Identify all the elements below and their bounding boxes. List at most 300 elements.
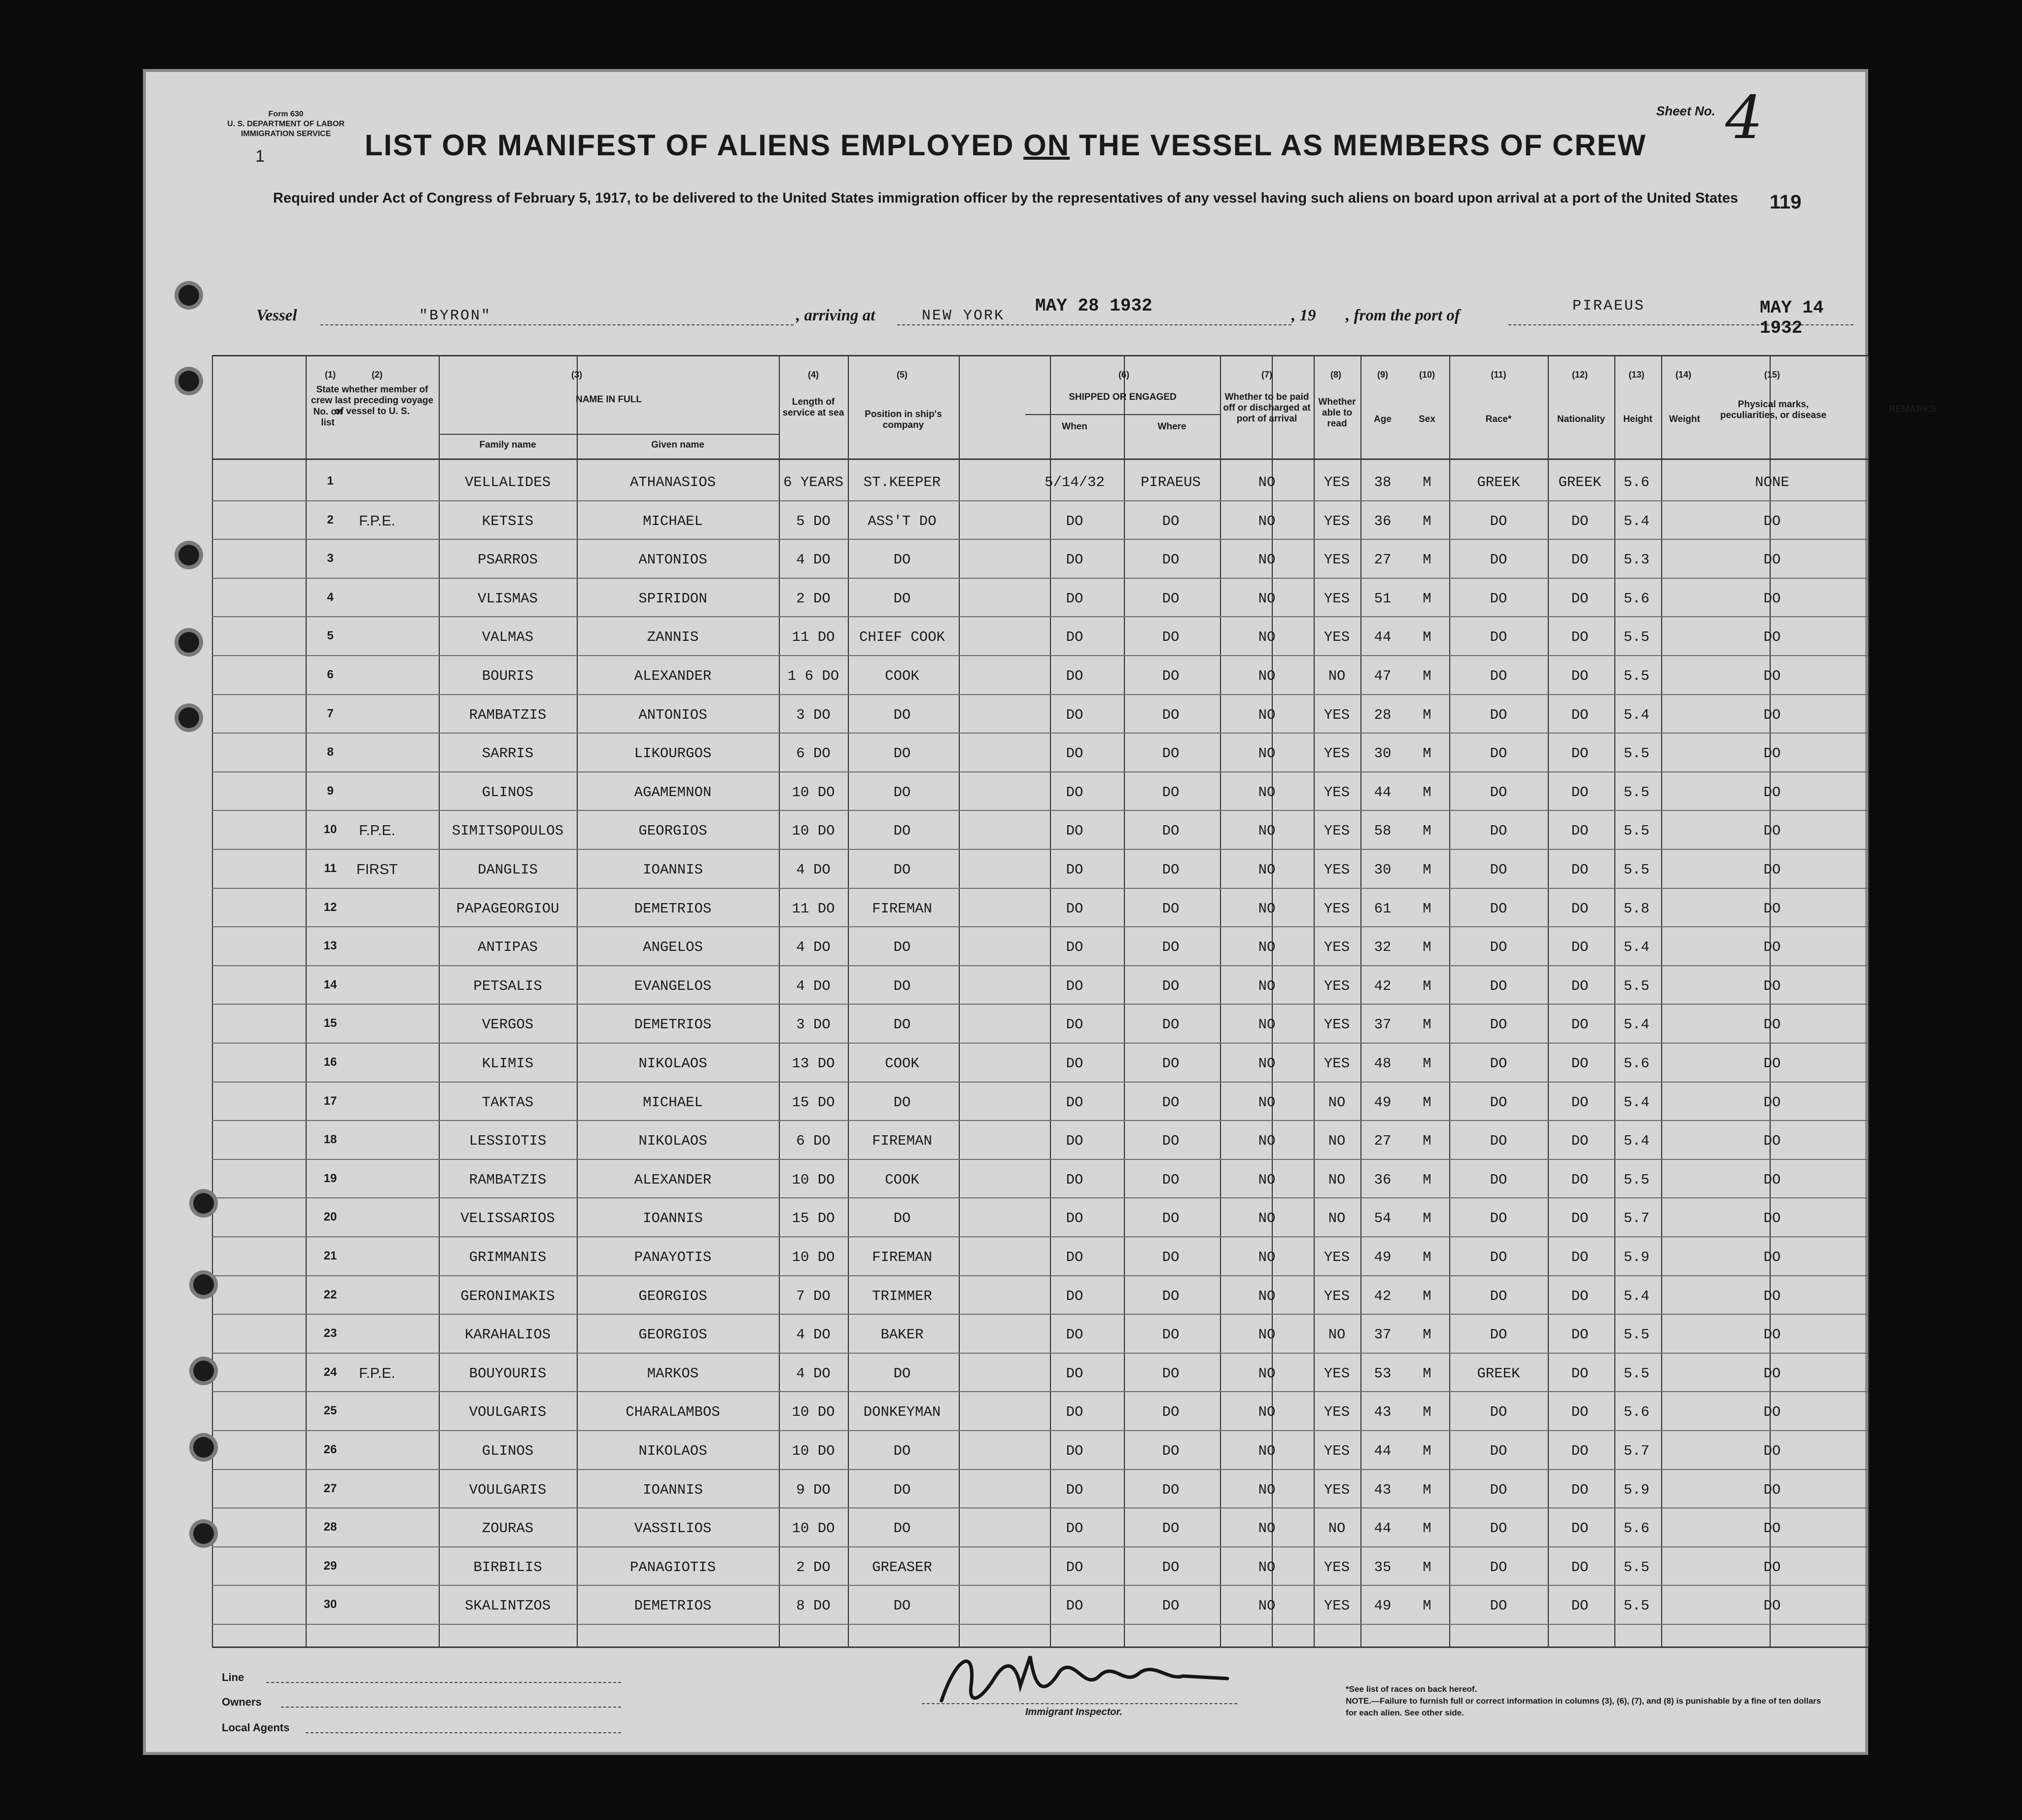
cell-paid: NO bbox=[1258, 706, 1276, 723]
cell-height: 5.8 bbox=[1623, 900, 1650, 917]
cell-sex: M bbox=[1423, 590, 1431, 607]
arriving-rule bbox=[897, 324, 1291, 325]
cell-given: ALEXANDER bbox=[634, 1171, 712, 1188]
cell-marks: DO bbox=[1763, 1443, 1781, 1459]
cell-prev: F.P.E. bbox=[359, 513, 395, 529]
cell-no: 14 bbox=[323, 978, 337, 991]
cell-height: 5.6 bbox=[1623, 474, 1650, 490]
cell-family: PAPAGEORGIOU bbox=[456, 900, 559, 917]
owners-rule bbox=[281, 1707, 621, 1708]
cell-race: DO bbox=[1490, 1210, 1507, 1227]
cell-nat: DO bbox=[1571, 1288, 1589, 1304]
subcolumn-rule bbox=[577, 434, 578, 458]
cell-race: GREEK bbox=[1477, 474, 1520, 490]
cell-height: 5.9 bbox=[1623, 1249, 1650, 1265]
cell-height: 5.5 bbox=[1623, 823, 1650, 840]
cell-service: 10 DO bbox=[792, 823, 835, 840]
cell-marks: DO bbox=[1763, 1016, 1781, 1033]
cell-marks: DO bbox=[1763, 629, 1781, 646]
column-number: (14) bbox=[1675, 370, 1691, 380]
table-row bbox=[143, 1084, 1868, 1122]
cell-race: DO bbox=[1490, 552, 1507, 568]
cell-position: ASS'T DO bbox=[868, 513, 937, 529]
table-row bbox=[143, 1277, 1868, 1316]
table-row bbox=[143, 1393, 1868, 1432]
cell-marks: DO bbox=[1763, 745, 1781, 762]
cell-when: DO bbox=[1066, 1404, 1083, 1421]
cell-service: 10 DO bbox=[792, 1443, 835, 1459]
cell-age: 43 bbox=[1374, 1404, 1392, 1421]
cell-read: YES bbox=[1324, 745, 1350, 762]
cell-nat: DO bbox=[1571, 900, 1589, 917]
cell-when: DO bbox=[1066, 1559, 1083, 1575]
cell-family: SARRIS bbox=[482, 745, 534, 762]
table-row bbox=[143, 541, 1868, 580]
cell-family: RAMBATZIS bbox=[469, 706, 547, 723]
table-row bbox=[143, 773, 1868, 812]
cell-read: YES bbox=[1324, 1016, 1350, 1033]
cell-age: 27 bbox=[1374, 552, 1392, 568]
column-rule bbox=[1868, 355, 1869, 1646]
cell-where: DO bbox=[1162, 1171, 1180, 1188]
cell-marks: DO bbox=[1763, 939, 1781, 956]
cell-marks: DO bbox=[1763, 1598, 1781, 1614]
cell-age: 58 bbox=[1374, 823, 1392, 840]
cell-read: YES bbox=[1324, 1481, 1350, 1498]
table-row bbox=[143, 1432, 1868, 1471]
cell-nat: DO bbox=[1571, 862, 1589, 878]
cell-no: 6 bbox=[327, 668, 334, 681]
cell-age: 47 bbox=[1374, 668, 1392, 684]
cell-position: DO bbox=[893, 1016, 911, 1033]
cell-position: DONKEYMAN bbox=[863, 1404, 941, 1421]
form-number: Form 630 bbox=[268, 110, 304, 118]
cell-service: 8 DO bbox=[796, 1598, 831, 1614]
col-read-header: Whether able to read bbox=[1318, 397, 1356, 429]
cell-given: ANTONIOS bbox=[638, 706, 707, 723]
cell-race: DO bbox=[1490, 668, 1507, 684]
cell-height: 5.5 bbox=[1623, 668, 1650, 684]
cell-where: DO bbox=[1162, 1016, 1180, 1033]
cell-position: TRIMMER bbox=[872, 1288, 932, 1304]
cell-service: 2 DO bbox=[796, 590, 831, 607]
cell-sex: M bbox=[1423, 1133, 1431, 1150]
cell-position: DO bbox=[893, 978, 911, 994]
subcolumn-rule bbox=[1124, 414, 1125, 458]
year-label bbox=[1291, 306, 1316, 325]
cell-age: 28 bbox=[1374, 706, 1392, 723]
cell-sex: M bbox=[1423, 1055, 1431, 1072]
cell-paid: NO bbox=[1258, 1288, 1276, 1304]
cell-service: 2 DO bbox=[796, 1559, 831, 1575]
cell-when: DO bbox=[1066, 823, 1083, 840]
cell-marks: DO bbox=[1763, 706, 1781, 723]
table-row bbox=[143, 696, 1868, 735]
cell-where: DO bbox=[1162, 862, 1180, 878]
cell-when: DO bbox=[1066, 1288, 1083, 1304]
cell-paid: NO bbox=[1258, 1210, 1276, 1227]
cell-service: 4 DO bbox=[796, 1365, 831, 1382]
cell-paid: NO bbox=[1258, 668, 1276, 684]
cell-marks: DO bbox=[1763, 1481, 1781, 1498]
cell-paid: NO bbox=[1258, 1404, 1276, 1421]
cell-age: 44 bbox=[1374, 784, 1392, 801]
binder-hole bbox=[193, 1193, 214, 1214]
cell-race: DO bbox=[1490, 513, 1507, 529]
cell-read: YES bbox=[1324, 1055, 1350, 1072]
cell-paid: NO bbox=[1258, 862, 1276, 878]
cell-no: 16 bbox=[323, 1055, 337, 1069]
cell-position: FIREMAN bbox=[872, 1133, 932, 1150]
cell-sex: M bbox=[1423, 1016, 1431, 1033]
cell-age: 53 bbox=[1374, 1365, 1392, 1382]
cell-height: 5.4 bbox=[1623, 1016, 1650, 1033]
cell-no: 23 bbox=[323, 1327, 337, 1340]
cell-where: DO bbox=[1162, 1365, 1180, 1382]
cell-sex: M bbox=[1423, 513, 1431, 529]
cell-position: COOK bbox=[885, 668, 919, 684]
cell-prev: F.P.E. bbox=[359, 823, 395, 839]
table-row bbox=[143, 1199, 1868, 1238]
cell-family: SKALINTZOS bbox=[464, 1598, 551, 1614]
cell-service: 6 DO bbox=[796, 1133, 831, 1150]
cell-nat: DO bbox=[1571, 1365, 1589, 1382]
cell-marks: DO bbox=[1763, 1133, 1781, 1150]
subheader-rule bbox=[439, 434, 779, 435]
cell-height: 5.5 bbox=[1623, 1365, 1650, 1382]
cell-age: 42 bbox=[1374, 1288, 1392, 1304]
col-no-header: No. on list bbox=[313, 407, 343, 428]
cell-where: DO bbox=[1162, 1055, 1180, 1072]
arriving-label-text: , arriving at bbox=[796, 307, 875, 324]
sheet-label: Sheet No. bbox=[1656, 104, 1715, 118]
cell-read: YES bbox=[1324, 1404, 1350, 1421]
department: U. S. DEPARTMENT OF LABOR bbox=[227, 120, 345, 128]
cell-paid: NO bbox=[1258, 823, 1276, 840]
col-height-header: Height bbox=[1623, 414, 1653, 424]
cell-position: DO bbox=[893, 862, 911, 878]
cell-race: DO bbox=[1490, 745, 1507, 762]
cell-paid: NO bbox=[1258, 590, 1276, 607]
cell-where: DO bbox=[1162, 745, 1180, 762]
cell-family: VELLALIDES bbox=[464, 474, 551, 490]
cell-position: DO bbox=[893, 1520, 911, 1537]
cell-no: 5 bbox=[327, 629, 334, 643]
cell-paid: NO bbox=[1258, 629, 1276, 646]
cell-age: 30 bbox=[1374, 862, 1392, 878]
cell-position: DO bbox=[893, 552, 911, 568]
binder-hole bbox=[178, 545, 199, 565]
cell-given: ANGELOS bbox=[643, 939, 703, 956]
cell-paid: NO bbox=[1258, 1133, 1276, 1150]
cell-read: NO bbox=[1328, 1171, 1346, 1188]
cell-service: 4 DO bbox=[796, 552, 831, 568]
cell-read: YES bbox=[1324, 474, 1350, 490]
cell-family: GLINOS bbox=[482, 784, 534, 801]
cell-service: 10 DO bbox=[792, 1404, 835, 1421]
cell-prev: FIRST bbox=[356, 862, 398, 877]
cell-marks: DO bbox=[1763, 1094, 1781, 1111]
cell-when: DO bbox=[1066, 939, 1083, 956]
cell-family: RAMBATZIS bbox=[469, 1171, 547, 1188]
cell-race: DO bbox=[1490, 1249, 1507, 1265]
table-row bbox=[143, 657, 1868, 696]
vessel-label bbox=[256, 306, 297, 325]
cell-sex: M bbox=[1423, 1559, 1431, 1575]
subheader-rule bbox=[1025, 414, 1220, 415]
column-number: (7) bbox=[1261, 370, 1272, 380]
col-position-header: Position in ship's company bbox=[865, 409, 942, 430]
cell-position: DO bbox=[893, 1481, 911, 1498]
cell-service: 10 DO bbox=[792, 784, 835, 801]
cell-nat: DO bbox=[1571, 784, 1589, 801]
cell-family: BOURIS bbox=[482, 668, 534, 684]
cell-race: DO bbox=[1490, 1520, 1507, 1537]
cell-service: 4 DO bbox=[796, 978, 831, 994]
column-number: (2) bbox=[372, 370, 383, 380]
cell-when: DO bbox=[1066, 1249, 1083, 1265]
cell-sex: M bbox=[1423, 1288, 1431, 1304]
cell-service: 3 DO bbox=[796, 706, 831, 723]
cell-when: DO bbox=[1066, 862, 1083, 878]
cell-race: DO bbox=[1490, 1055, 1507, 1072]
cell-read: NO bbox=[1328, 668, 1346, 684]
table-row bbox=[143, 1471, 1868, 1510]
vessel-name: "BYRON" bbox=[419, 308, 492, 324]
cell-marks: DO bbox=[1763, 823, 1781, 840]
cell-nat: DO bbox=[1571, 1559, 1589, 1575]
col-sex-header: Sex bbox=[1419, 414, 1435, 424]
cell-age: 49 bbox=[1374, 1598, 1392, 1614]
cell-given: ANTONIOS bbox=[638, 552, 707, 568]
table-row bbox=[143, 851, 1868, 890]
cell-race: DO bbox=[1490, 1016, 1507, 1033]
cell-marks: NONE bbox=[1755, 474, 1789, 490]
cell-marks: DO bbox=[1763, 513, 1781, 529]
cell-marks: DO bbox=[1763, 978, 1781, 994]
cell-nat: DO bbox=[1571, 939, 1589, 956]
cell-sex: M bbox=[1423, 1520, 1431, 1537]
page-title bbox=[143, 128, 1868, 162]
cell-when: DO bbox=[1066, 513, 1083, 529]
cell-read: YES bbox=[1324, 629, 1350, 646]
cell-service: 10 DO bbox=[792, 1171, 835, 1188]
cell-height: 5.6 bbox=[1623, 1520, 1650, 1537]
cell-position: DO bbox=[893, 784, 911, 801]
cell-where: DO bbox=[1162, 1481, 1180, 1498]
cell-paid: NO bbox=[1258, 1598, 1276, 1614]
cell-height: 5.9 bbox=[1623, 1481, 1650, 1498]
cell-given: IOANNIS bbox=[643, 1481, 703, 1498]
cell-marks: DO bbox=[1763, 1404, 1781, 1421]
cell-service: 4 DO bbox=[796, 1327, 831, 1343]
cell-sex: M bbox=[1423, 474, 1431, 490]
cell-where: DO bbox=[1162, 939, 1180, 956]
cell-paid: NO bbox=[1258, 1443, 1276, 1459]
cell-position: DO bbox=[893, 590, 911, 607]
binder-hole bbox=[193, 1523, 214, 1544]
cell-sex: M bbox=[1423, 668, 1431, 684]
col-prev-voyage-header: State whether member of crew last preceding voyage of vessel to U. S. bbox=[311, 385, 434, 417]
cell-nat: DO bbox=[1571, 745, 1589, 762]
page-reference: 119 bbox=[1770, 191, 1802, 213]
cell-nat: DO bbox=[1571, 668, 1589, 684]
cell-where: DO bbox=[1162, 1404, 1180, 1421]
table-row bbox=[143, 1509, 1868, 1548]
cell-family: GERONIMAKIS bbox=[460, 1288, 555, 1304]
cell-position: DO bbox=[893, 706, 911, 723]
cell-age: 36 bbox=[1374, 513, 1392, 529]
from-label bbox=[1346, 306, 1460, 325]
cell-race: DO bbox=[1490, 823, 1507, 840]
cell-service: 15 DO bbox=[792, 1094, 835, 1111]
line-label: Line bbox=[222, 1671, 244, 1683]
column-number: (13) bbox=[1628, 370, 1644, 380]
cell-read: YES bbox=[1324, 784, 1350, 801]
cell-position: DO bbox=[893, 1443, 911, 1459]
cell-nat: DO bbox=[1571, 1249, 1589, 1265]
cell-nat: DO bbox=[1571, 1520, 1589, 1537]
cell-paid: NO bbox=[1258, 1365, 1276, 1382]
table-row bbox=[143, 890, 1868, 929]
table-row bbox=[143, 502, 1868, 541]
cell-race: DO bbox=[1490, 1443, 1507, 1459]
cell-family: ANTIPAS bbox=[478, 939, 538, 956]
cell-position: COOK bbox=[885, 1171, 919, 1188]
cell-when: DO bbox=[1066, 1094, 1083, 1111]
cell-paid: NO bbox=[1258, 1171, 1276, 1188]
cell-given: ATHANASIOS bbox=[629, 474, 716, 490]
cell-no: 4 bbox=[327, 590, 334, 604]
cell-age: 30 bbox=[1374, 745, 1392, 762]
race-note: *See list of races on back hereof. bbox=[1346, 1684, 1477, 1694]
cell-read: YES bbox=[1324, 978, 1350, 994]
cell-sex: M bbox=[1423, 1094, 1431, 1111]
cell-given: MICHAEL bbox=[643, 1094, 703, 1111]
cell-no: 24 bbox=[323, 1365, 337, 1379]
cell-nat: DO bbox=[1571, 552, 1589, 568]
cell-read: YES bbox=[1324, 706, 1350, 723]
col-family-header: Family name bbox=[479, 440, 536, 450]
cell-family: VALMAS bbox=[482, 629, 534, 646]
cell-no: 21 bbox=[323, 1249, 337, 1262]
cell-no: 17 bbox=[323, 1094, 337, 1108]
column-number: (5) bbox=[897, 370, 907, 380]
cell-age: 27 bbox=[1374, 1133, 1392, 1150]
cell-family: PSARROS bbox=[478, 552, 538, 568]
cell-where: DO bbox=[1162, 1559, 1180, 1575]
title-part-a: LIST OR MANIFEST OF ALIENS EMPLOYED bbox=[364, 129, 1024, 162]
column-number: (11) bbox=[1491, 370, 1506, 380]
cell-race: DO bbox=[1490, 1404, 1507, 1421]
cell-race: DO bbox=[1490, 978, 1507, 994]
cell-service: 9 DO bbox=[796, 1481, 831, 1498]
cell-no: 20 bbox=[323, 1210, 337, 1224]
table-row bbox=[143, 928, 1868, 967]
arrival-date-stamp: MAY 28 1932 bbox=[1035, 296, 1152, 316]
cell-sex: M bbox=[1423, 862, 1431, 878]
cell-sex: M bbox=[1423, 1404, 1431, 1421]
cell-given: MICHAEL bbox=[643, 513, 703, 529]
cell-read: YES bbox=[1324, 552, 1350, 568]
cell-sex: M bbox=[1423, 1481, 1431, 1498]
cell-height: 5.5 bbox=[1623, 1171, 1650, 1188]
cell-paid: NO bbox=[1258, 784, 1276, 801]
cell-family: GRIMMANIS bbox=[469, 1249, 547, 1265]
cell-given: NIKOLAOS bbox=[638, 1133, 707, 1150]
cell-sex: M bbox=[1423, 823, 1431, 840]
cell-sex: M bbox=[1423, 745, 1431, 762]
arriving-label bbox=[796, 306, 875, 325]
cell-paid: NO bbox=[1258, 1481, 1276, 1498]
col-name-header: NAME IN FULL bbox=[575, 394, 642, 405]
column-number: (10) bbox=[1419, 370, 1435, 380]
title-part-c: THE VESSEL AS MEMBERS OF CREW bbox=[1070, 129, 1647, 162]
column-number: (4) bbox=[808, 370, 819, 380]
cell-height: 5.5 bbox=[1623, 1327, 1650, 1343]
cell-height: 5.5 bbox=[1623, 1598, 1650, 1614]
cell-where: DO bbox=[1162, 1094, 1180, 1111]
cell-where: DO bbox=[1162, 706, 1180, 723]
cell-given: EVANGELOS bbox=[634, 978, 712, 994]
col-weight-header: Weight bbox=[1669, 414, 1700, 424]
cell-family: TAKTAS bbox=[482, 1094, 534, 1111]
cell-no: 15 bbox=[323, 1016, 337, 1030]
cell-height: 5.4 bbox=[1623, 1288, 1650, 1304]
cell-where: DO bbox=[1162, 1288, 1180, 1304]
cell-age: 61 bbox=[1374, 900, 1392, 917]
cell-height: 5.6 bbox=[1623, 1055, 1650, 1072]
cell-marks: DO bbox=[1763, 1520, 1781, 1537]
cell-where: DO bbox=[1162, 823, 1180, 840]
cell-where: DO bbox=[1162, 1133, 1180, 1150]
cell-no: 7 bbox=[327, 706, 334, 720]
cell-race: DO bbox=[1490, 706, 1507, 723]
cell-nat: DO bbox=[1571, 1133, 1589, 1150]
cell-where: DO bbox=[1162, 978, 1180, 994]
table-row bbox=[143, 463, 1868, 502]
cell-no: 30 bbox=[323, 1598, 337, 1611]
cell-paid: NO bbox=[1258, 1249, 1276, 1265]
departure-date-stamp: MAY 14 1932 bbox=[1760, 298, 1824, 338]
cell-nat: DO bbox=[1571, 1055, 1589, 1072]
cell-when: DO bbox=[1066, 1210, 1083, 1227]
cell-position: DO bbox=[893, 745, 911, 762]
cell-position: ST.KEEPER bbox=[863, 474, 941, 490]
cell-service: 4 DO bbox=[796, 862, 831, 878]
cell-no: 10 bbox=[323, 823, 337, 837]
cell-nat: DO bbox=[1571, 1327, 1589, 1343]
cell-family: SIMITSOPOULOS bbox=[452, 823, 564, 840]
table-row bbox=[143, 580, 1868, 619]
col-marks-header: Physical marks, peculiarities, or disease bbox=[1720, 399, 1827, 420]
binder-hole bbox=[193, 1437, 214, 1458]
line-rule bbox=[266, 1682, 621, 1683]
col-shipped-header: SHIPPED OR ENGAGED bbox=[1069, 392, 1177, 402]
owners-label: Owners bbox=[222, 1696, 262, 1708]
cell-family: VERGOS bbox=[482, 1016, 534, 1033]
cell-family: BOUYOURIS bbox=[469, 1365, 547, 1382]
cell-service: 5 DO bbox=[796, 513, 831, 529]
cell-family: ZOURAS bbox=[482, 1520, 534, 1537]
cell-nat: DO bbox=[1571, 1404, 1589, 1421]
cell-service: 11 DO bbox=[792, 900, 835, 917]
cell-given: GEORGIOS bbox=[638, 1288, 707, 1304]
cell-height: 5.3 bbox=[1623, 552, 1650, 568]
cell-age: 51 bbox=[1374, 590, 1392, 607]
cell-age: 43 bbox=[1374, 1481, 1392, 1498]
cell-family: GLINOS bbox=[482, 1443, 534, 1459]
